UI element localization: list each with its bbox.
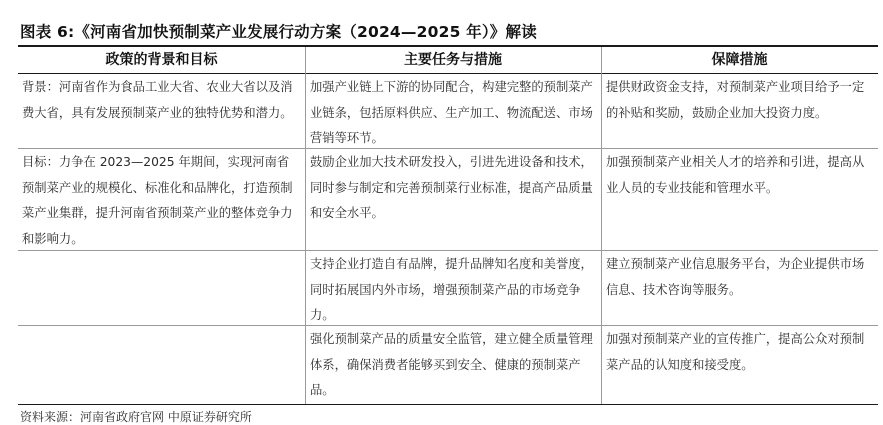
column-divider	[305, 47, 306, 404]
table-cell-guarantee: 加强对预制菜产业的宣传推广，提高公众对预制菜产品的认知度和接受度。	[606, 332, 865, 372]
column-divider	[601, 47, 602, 404]
header-tasks-measures: 主要任务与措施	[404, 52, 502, 68]
source-note: 资料来源：河南省政府官网 中原证券研究所	[20, 410, 252, 424]
table-cell-goal: 目标：力争在 2023—2025 年期间，实现河南省预制菜产业的规模化、标准化和品牌化，打造预制菜产业集群，提升河南省预制菜产业的整体竞争力和影响力。	[22, 155, 293, 246]
table-bottom-rule	[18, 404, 878, 405]
table-cell-background: 背景：河南省作为食品工业大省、农业大省以及消费大省，具有发展预制菜产业的独特优势和潜力。	[22, 80, 293, 120]
table-cell-guarantee: 加强预制菜产业相关人才的培养和引进，提高从业人员的专业技能和管理水平。	[606, 155, 865, 195]
figure-title: 图表 6:《河南省加快预制菜产业发展行动方案（2024—2025 年）》解读	[20, 23, 537, 41]
table-header-rule	[18, 73, 878, 74]
table-cell-guarantee: 建立预制菜产业信息服务平台，为企业提供市场信息、技术咨询等服务。	[606, 257, 865, 297]
table-cell-task: 加强产业链上下游的协同配合，构建完整的预制菜产业链条，包括原料供应、生产加工、物流配送、市场营销等环节。	[310, 80, 593, 145]
table-cell-task: 支持企业打造自有品牌，提升品牌知名度和美誉度，同时拓展国内外市场，增强预制菜产品的市场竞争力。	[310, 257, 593, 322]
header-background-goals: 政策的背景和目标	[105, 52, 218, 68]
table-cell-task: 强化预制菜产品的质量安全监管，建立健全质量管理体系，确保消费者能够买到安全、健康的预制菜产品。	[310, 332, 593, 397]
table-cell-task: 鼓励企业加大技术研发投入，引进先进设备和技术，同时参与制定和完善预制菜行业标准，提高产品质量和安全水平。	[310, 155, 593, 220]
table-cell-guarantee: 提供财政资金支持，对预制菜产业项目给予一定的补贴和奖励，鼓励企业加大投资力度。	[606, 80, 865, 120]
header-guarantee-measures: 保障措施	[711, 52, 768, 68]
table-top-rule	[18, 45, 878, 47]
